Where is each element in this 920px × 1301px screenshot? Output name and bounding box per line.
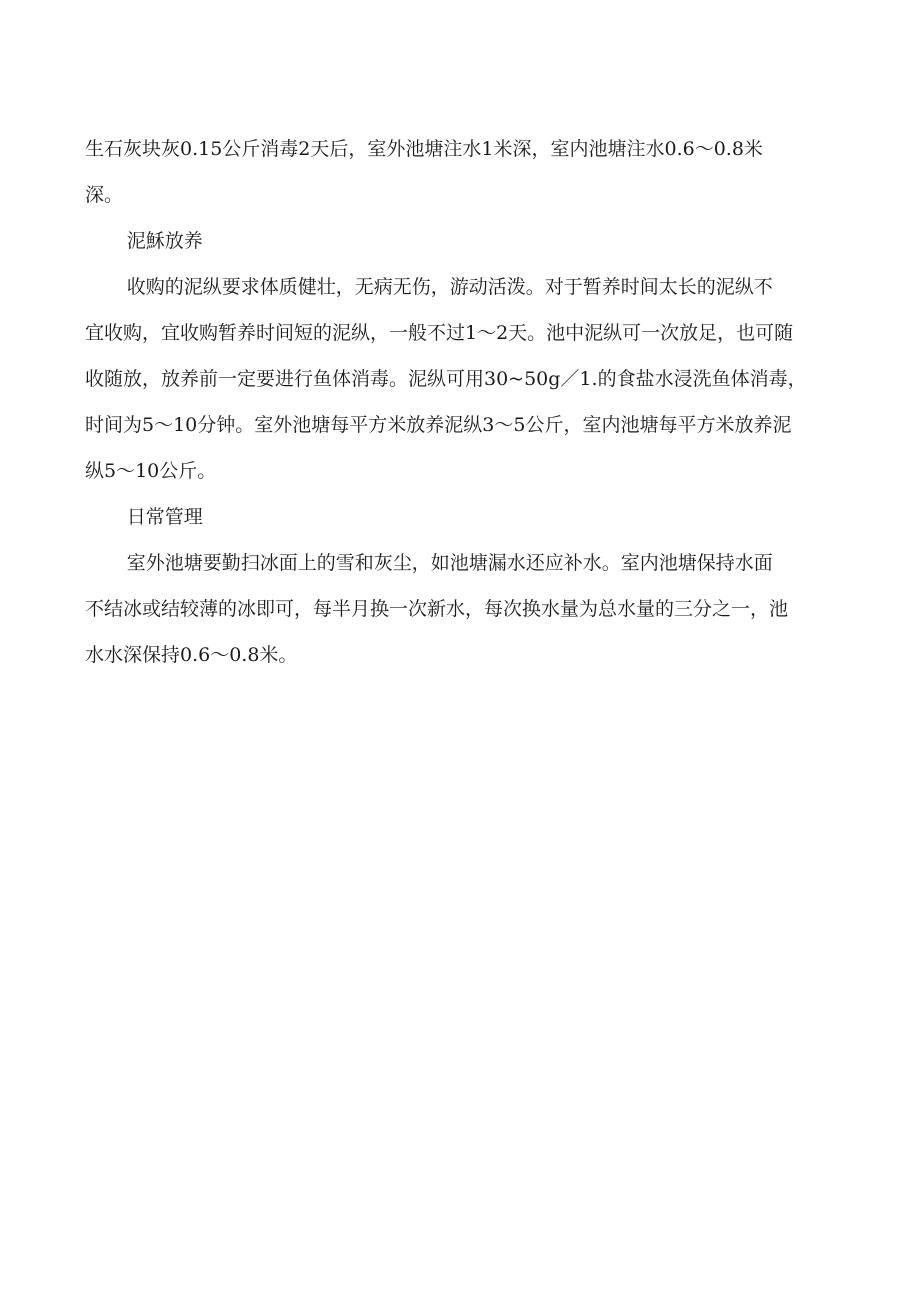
document-body [85, 126, 835, 678]
text-line: 纵5～10公斤。 [85, 460, 217, 482]
text-line: 深。 [85, 184, 124, 206]
heading-text: 泥穌放养 [126, 230, 203, 252]
section-heading-management [85, 494, 835, 540]
text-line: 宜收购，宜收购暂养时间短的泥纵，一般不过1～2天。池中泥纵可一次放足，也可随 [85, 322, 794, 344]
text-line: 不结冰或结较薄的冰即可，每半月换一次新水，每次换水量为总水量的三分之一，池 [85, 598, 789, 620]
text-line: 室外池塘要勤扫冰面上的雪和灰尘，如池塘漏水还应补水。室内池塘保持水面 [126, 552, 773, 574]
text-line: 时间为5～10分钟。室外池塘每平方米放养泥纵3～5公斤，室内池塘每平方米放养泥 [85, 414, 792, 436]
text-line: 收随放，放养前一定要进行鱼体消毒。泥纵可用30~50g／1.的食盐水浸洗鱼体消毒， [85, 368, 807, 390]
text-line: 生石灰块灰0.15公斤消毒2天后，室外池塘注水1米深，室内池塘注水0.6～0.8米 [85, 138, 763, 160]
paragraph-stocking [85, 264, 835, 494]
heading-text: 日常管理 [126, 506, 203, 528]
section-heading-stocking [85, 218, 835, 264]
paragraph-management [85, 540, 835, 678]
paragraph-disinfection [85, 126, 835, 218]
text-line: 收购的泥纵要求体质健壮，无病无伤，游动活泼。对于暂养时间太长的泥纵不 [126, 276, 773, 298]
text-line: 水水深保持0.6～0.8米。 [85, 644, 298, 666]
